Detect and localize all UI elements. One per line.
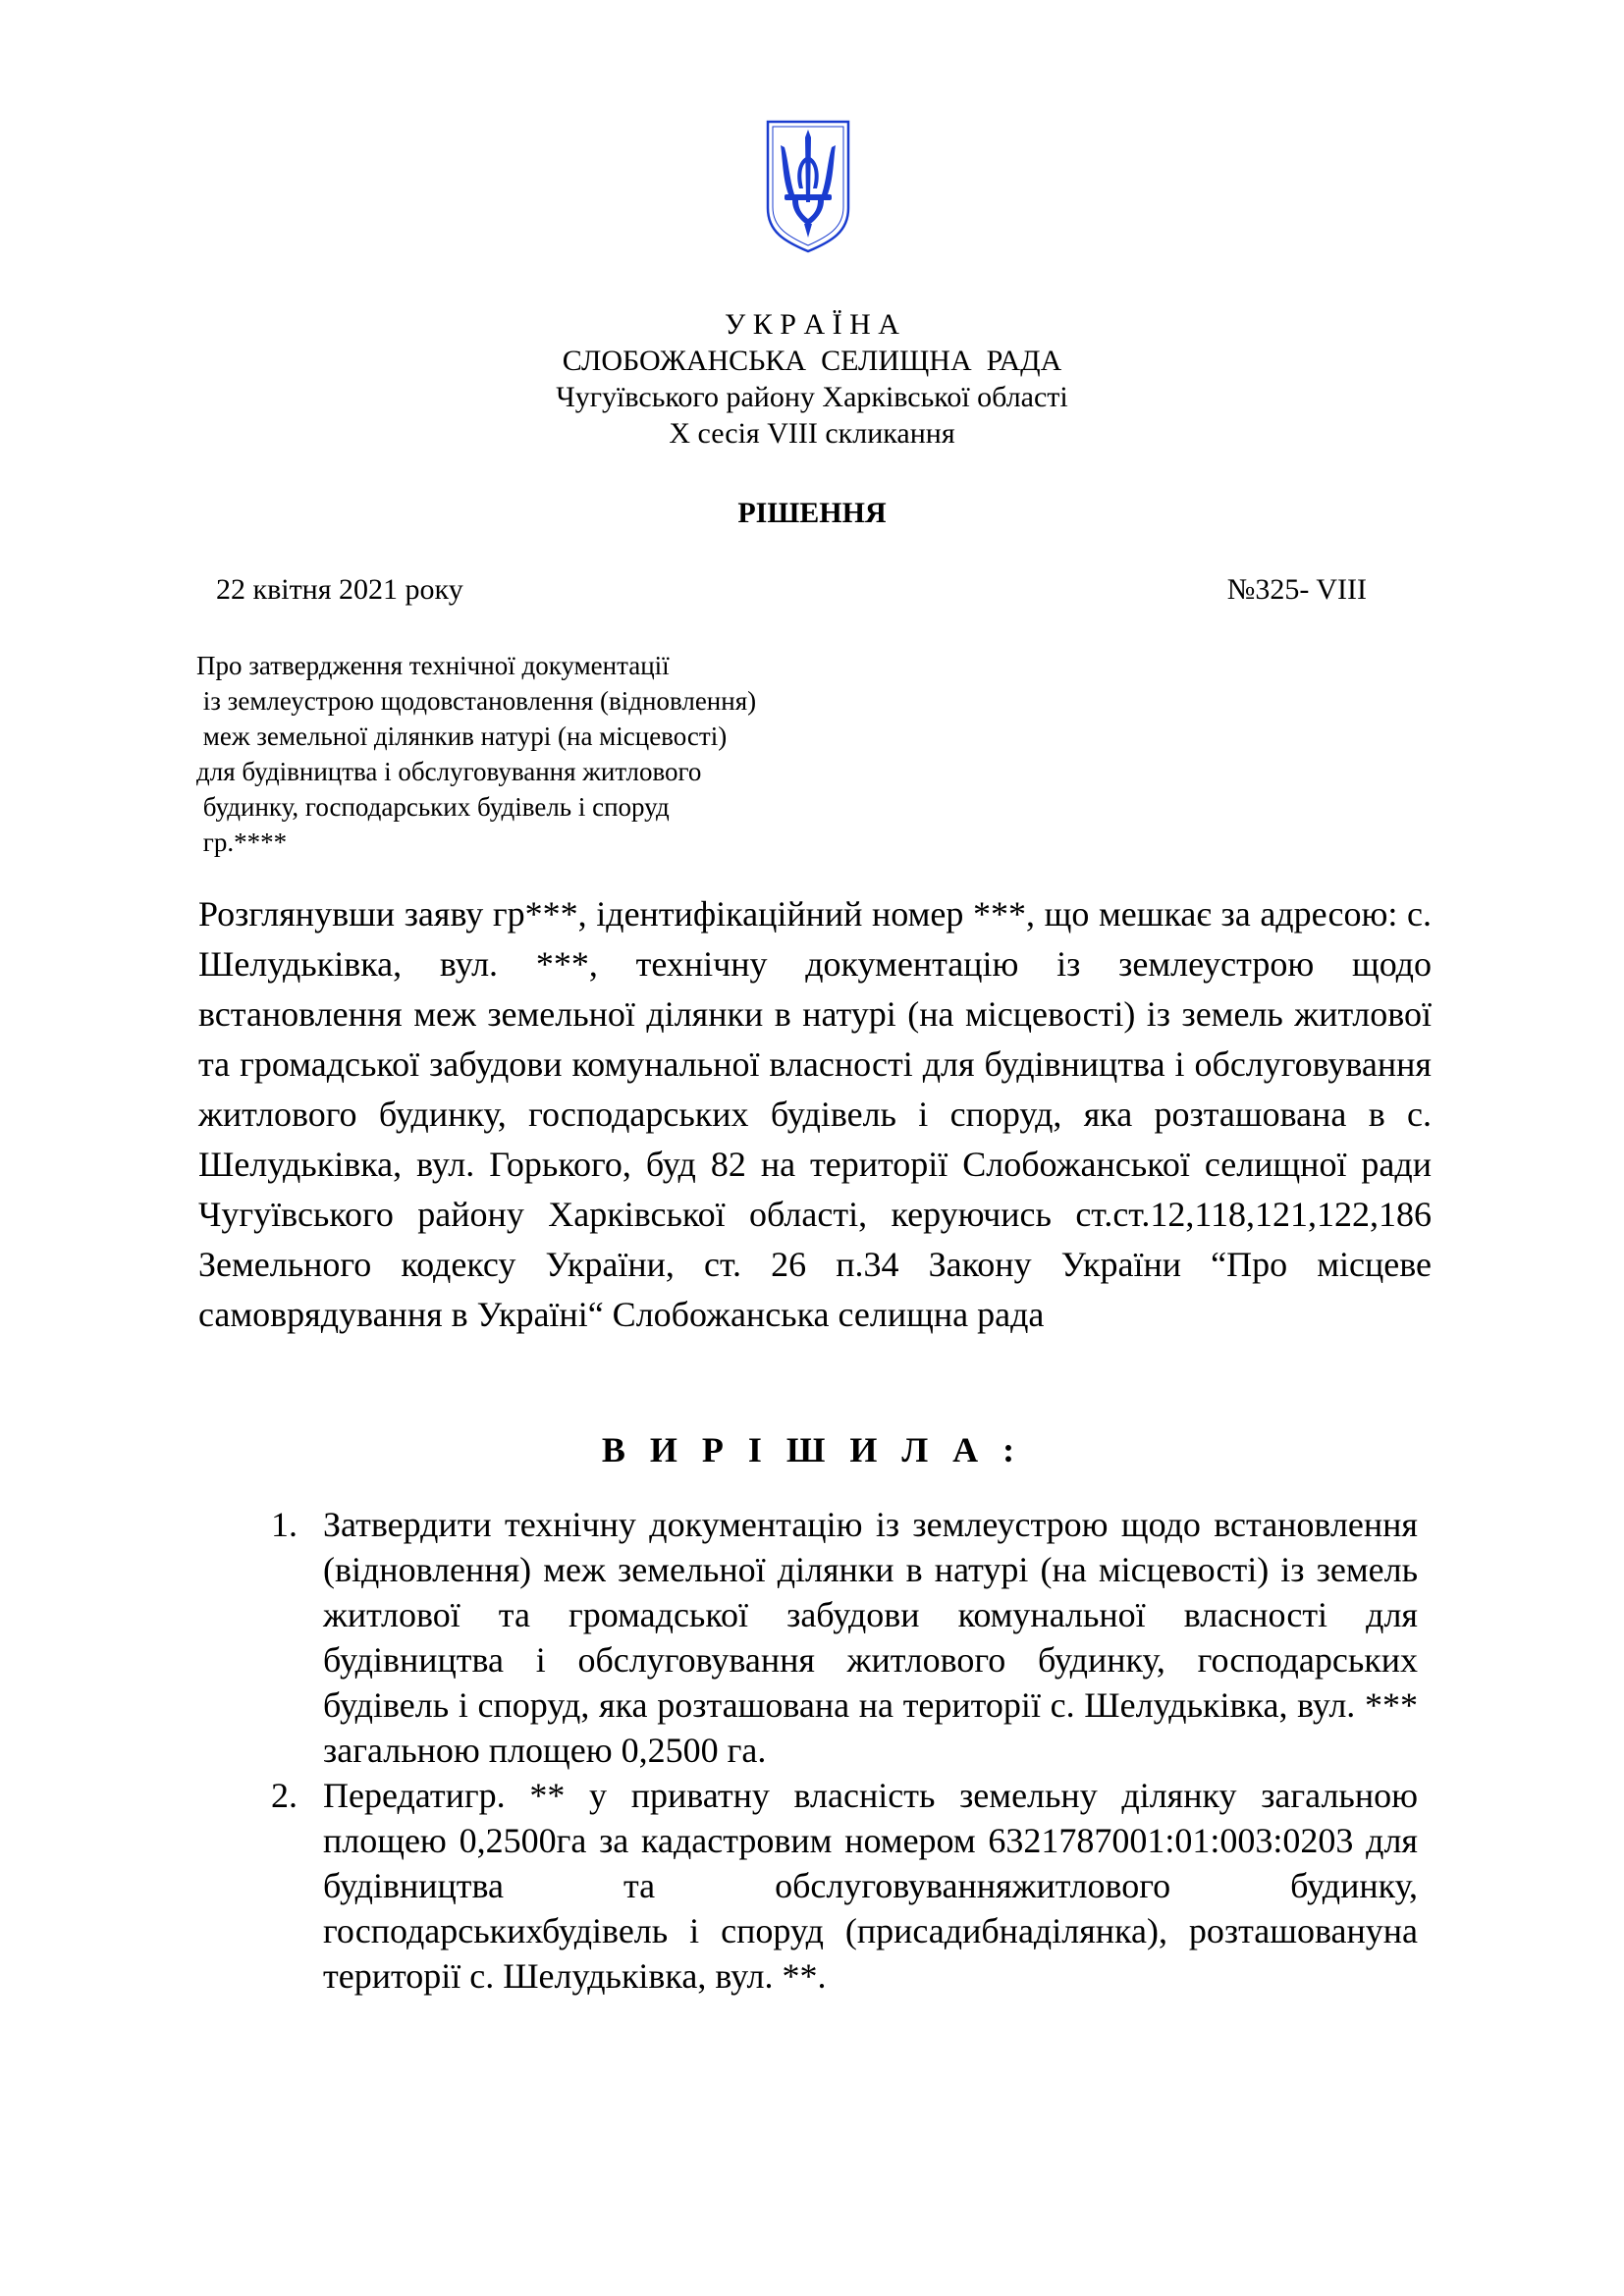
- subject-line: для будівництва і обслуговування житлового: [196, 757, 702, 786]
- subject-line: гр.****: [196, 828, 288, 857]
- decided-heading: В И Р І Ш И Л А :: [601, 1430, 1023, 1469]
- subject-line: будинку, господарських будівель і споруд: [196, 792, 670, 822]
- decision-item: [267, 1773, 1418, 1999]
- preamble-paragraph: Розглянувши заяву гр***, ідентифікаційний номер ***, що мешкає за адресою: с. Шелудьківка, вул. ***, технічну документацію із землеустрою щодо встановлення меж земельної ділянки в натурі (на місцевості) із земель житлової та громадської забудови комунальної власності для будівництва і обслуговування житлового будинку, господарських будівель і споруд, яка розташована в с. Шелудьківка, вул. Горького, буд 82 на території Слобожанської селищної ради Чугуївського району Харківської області, керуючись ст.ст.12,118,121,122,186 Земельного кодексу України, ст. 26 п.34 Закону України “Про місцеве самоврядування в Україні“ Слобожанська селищна рада: [198, 894, 1432, 1334]
- decision-item: [267, 1502, 1418, 1773]
- subject-line: меж земельної ділянкив натурі (на місцевості): [196, 721, 728, 751]
- country-name: У К Р А Ї Н А: [725, 308, 899, 341]
- document-title: РІШЕННЯ: [737, 497, 887, 529]
- subject-line: Про затвердження технічної документації: [196, 651, 670, 680]
- decision-date: 22 квітня 2021 року: [216, 573, 463, 606]
- council-name: СЛОБОЖАНСЬКА СЕЛИЩНА РАДА: [562, 345, 1062, 377]
- subject-line: із землеустрою щодовстановлення (відновлення): [196, 686, 757, 716]
- decision-number: №325- VIII: [1226, 573, 1367, 606]
- document-header: [0, 306, 1624, 452]
- decision-list: [267, 1502, 1418, 1999]
- decision-item-number: 2.: [271, 1776, 298, 1815]
- session-info: X сесія VIII скликання: [669, 417, 955, 450]
- coat-of-arms-icon: [763, 118, 853, 253]
- decision-subject: [196, 648, 756, 860]
- district-name: Чугуївського району Харківської області: [556, 381, 1068, 413]
- decision-item-number: 1.: [271, 1505, 298, 1544]
- decision-item-text: Затвердити технічну документацію із землеустрою щодо встановлення (відновлення) меж земельної ділянки в натурі (на місцевості) із земель житлової та громадської забудови комунальної власності для будівництва і обслуговування житлового будинку, господарських будівель і споруд, яка розташована на території с. Шелудьківка, вул. *** загальною площею 0,2500 га.: [323, 1505, 1418, 1770]
- decision-item-text: Передатигр. ** у приватну власність земельну ділянку загальною площею 0,2500га за кадастровим номером 6321787001:01:003:0203 для будівництва та обслуговуванняжитлового будинку, господарськихбудівель і споруд (присадибнаділянка), розташовануна території с. Шелудьківка, вул. **.: [323, 1776, 1418, 1996]
